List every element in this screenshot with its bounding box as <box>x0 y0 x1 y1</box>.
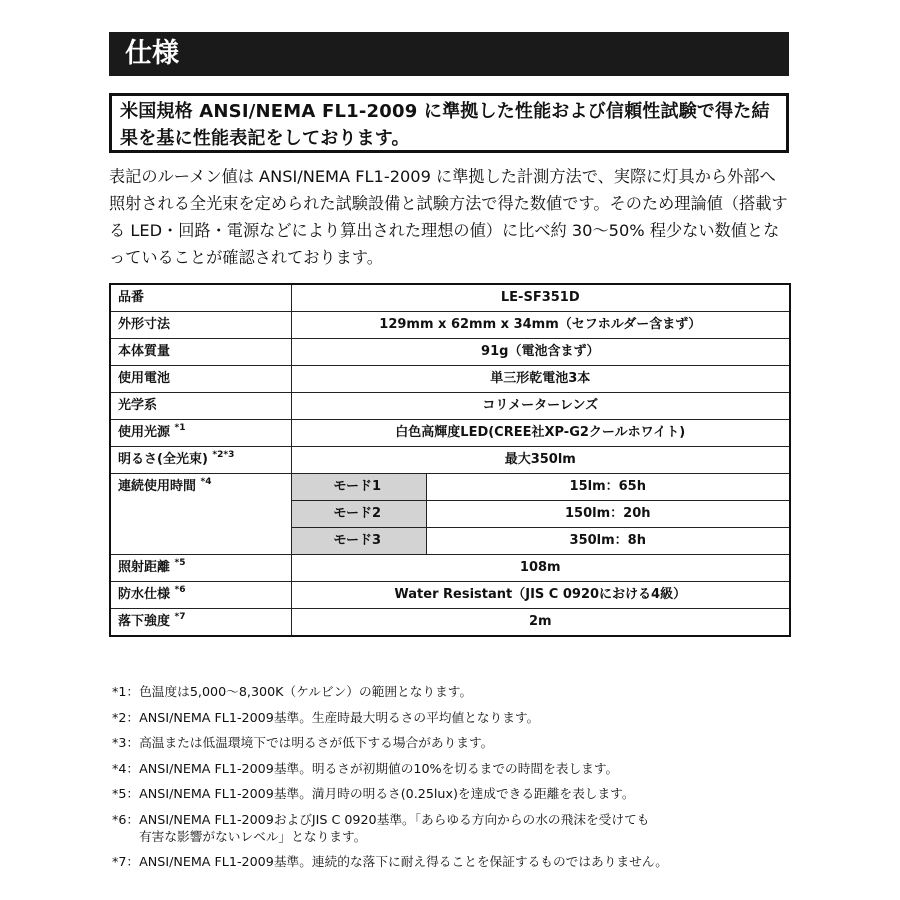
spec-value: LE-SF351D <box>291 284 790 312</box>
footnote <box>112 683 792 700</box>
footnote <box>112 785 792 802</box>
spec-row-dimensions <box>110 312 790 339</box>
spec-label: 品番 <box>110 284 291 312</box>
spec-value: 2m <box>291 609 790 637</box>
mode-value: 150lm：20h <box>426 501 790 528</box>
spec-row-brightness <box>110 447 790 474</box>
footnote <box>112 853 792 870</box>
mode-value: 350lm：8h <box>426 528 790 555</box>
footnote-mark: *1 <box>174 422 186 433</box>
footnote-mark: *7 <box>174 611 186 622</box>
spec-row-beam-distance <box>110 555 790 582</box>
spec-row-light-source <box>110 420 790 447</box>
spec-label <box>110 555 291 582</box>
spec-value: 白色高輝度LED(CREE社XP-G2クールホワイト) <box>291 420 790 447</box>
spec-label <box>110 420 291 447</box>
spec-label: 外形寸法 <box>110 312 291 339</box>
mode-label: モード2 <box>291 501 426 528</box>
spec-row-weight <box>110 339 790 366</box>
spec-label-text: 明るさ(全光束) <box>118 452 208 467</box>
mode-label: モード1 <box>291 474 426 501</box>
spec-label-text: 使用光源 <box>118 425 171 440</box>
footnote-continuation: 有害な影響がないレベル」となります。 <box>139 828 367 844</box>
spec-label: 本体質量 <box>110 339 291 366</box>
footnote <box>112 760 792 777</box>
mode-label: モード3 <box>291 528 426 555</box>
spec-label-text: 落下強度 <box>118 614 171 629</box>
footnote-text: *5：ANSI/NEMA FL1-2009基準。満月時の明るさ(0.25lux)を達成できる距離を表します。 <box>112 786 635 801</box>
spec-value: コリメーターレンズ <box>291 393 790 420</box>
spec-label: 光学系 <box>110 393 291 420</box>
footnote-text: *7：ANSI/NEMA FL1-2009基準。連続的な落下に耐え得ることを保証するものではありません。 <box>112 854 668 869</box>
intro-paragraph: 表記のルーメン値は ANSI/NEMA FL1-2009 に準拠した計測方法で、実際に灯具から外部へ照射される全光束を定められた試験設備と試験方法で得た数値です。そのため理論値（搭載する LED・回路・電源などにより算出された理想の値）に比べ約 30～50% 程少ない数値となっていることが確認されております。 <box>109 167 788 267</box>
spec-row-runtime <box>110 474 790 501</box>
spec-label <box>110 609 291 637</box>
footnote-mark: *2*3 <box>212 449 235 460</box>
spec-label-text: 防水仕様 <box>118 587 171 602</box>
footnotes <box>112 683 792 879</box>
spec-value: 129mm x 62mm x 34mm（セフホルダー含まず） <box>291 312 790 339</box>
footnote <box>112 811 792 845</box>
spec-row-model <box>110 284 790 312</box>
spec-row-drop <box>110 609 790 637</box>
footnote-text: *4：ANSI/NEMA FL1-2009基準。明るさが初期値の10%を切るまでの時間を表します。 <box>112 760 619 776</box>
spec-value: Water Resistant（JIS C 0920における4級） <box>291 582 790 609</box>
spec-table <box>109 283 791 637</box>
footnote-mark: *4 <box>200 476 212 487</box>
spec-label <box>110 447 291 474</box>
spec-label <box>110 582 291 609</box>
spec-value: 108m <box>291 555 790 582</box>
spec-label <box>110 474 291 555</box>
spec-label-text: 照射距離 <box>118 560 171 575</box>
footnote <box>112 709 792 726</box>
standard-notice: 米国規格 ANSI/NEMA FL1-2009 に準拠した性能および信頼性試験で得た結果を基に性能表記をしております。 <box>109 93 789 153</box>
footnote-text: *6：ANSI/NEMA FL1-2009およびJIS C 0920基準。「あらゆる方向からの水の飛沫を受けても <box>112 811 650 827</box>
spec-row-waterproof <box>110 582 790 609</box>
mode-value: 15lm：65h <box>426 474 790 501</box>
spec-value: 単三形乾電池3本 <box>291 366 790 393</box>
spec-row-battery <box>110 366 790 393</box>
spec-row-optics <box>110 393 790 420</box>
page-title: 仕様 <box>109 32 789 76</box>
footnote-text: *2：ANSI/NEMA FL1-2009基準。生産時最大明るさの平均値となります。 <box>112 709 540 725</box>
footnote-mark: *6 <box>174 584 186 595</box>
spec-label: 使用電池 <box>110 366 291 393</box>
footnote-text: *1：色温度は5,000～8,300K（ケルビン）の範囲となります。 <box>112 684 473 699</box>
footnote-text: *3：高温または低温環境下では明るさが低下する場合があります。 <box>112 735 494 750</box>
spec-value: 最大350lm <box>291 447 790 474</box>
spec-label-text: 連続使用時間 <box>118 479 197 494</box>
footnote <box>112 734 792 751</box>
footnote-mark: *5 <box>174 557 186 568</box>
spec-value: 91g（電池含まず） <box>291 339 790 366</box>
